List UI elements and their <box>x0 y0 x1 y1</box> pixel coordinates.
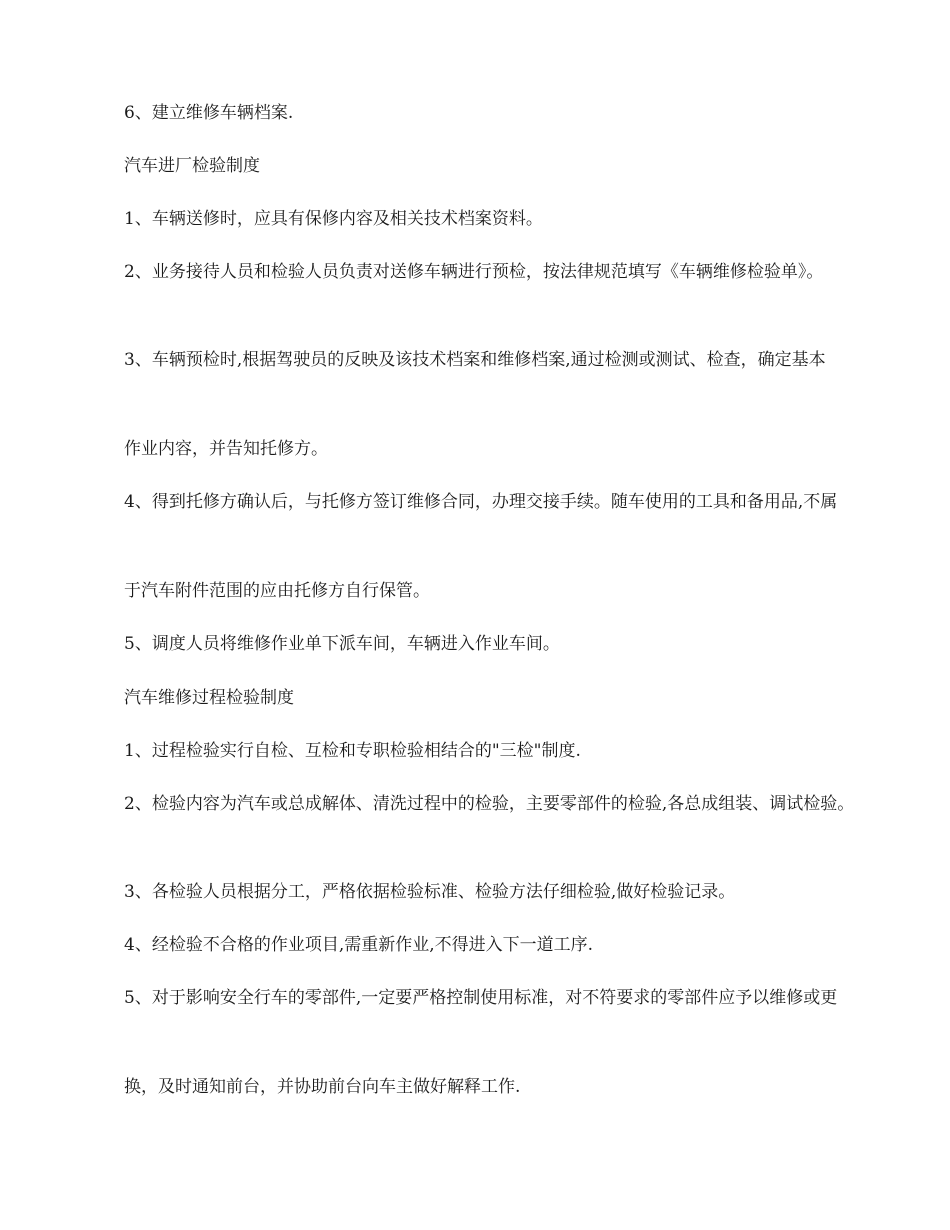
paragraph-process-1: 1、过程检验实行自检、互检和专职检验相结合的"三检"制度. <box>124 741 581 761</box>
paragraph-create-vehicle-archive: 6、建立维修车辆档案. <box>124 103 294 123</box>
section-heading-entry-inspection: 汽车进厂检验制度 <box>124 156 260 176</box>
paragraph-entry-4: 4、得到托修方确认后，与托修方签订维修合同，办理交接手续。随车使用的工具和备用品,不属 <box>124 492 838 512</box>
paragraph-entry-3-cont: 作业内容，并告知托修方。 <box>124 439 328 459</box>
paragraph-entry-3: 3、车辆预检时,根据驾驶员的反映及该技术档案和维修档案,通过检测或测试、检查，确定基本 <box>124 350 826 370</box>
paragraph-process-4: 4、经检验不合格的作业项目,需重新作业,不得进入下一道工序. <box>124 935 594 955</box>
paragraph-process-5: 5、对于影响安全行车的零部件,一定要严格控制使用标准，对不符要求的零部件应予以维修或更 <box>124 988 838 1008</box>
paragraph-entry-2: 2、业务接待人员和检验人员负责对送修车辆进行预检，按法律规范填写《车辆维修检验单》。 <box>124 262 824 282</box>
paragraph-entry-1: 1、车辆送修时，应具有保修内容及相关技术档案资料。 <box>124 209 543 229</box>
paragraph-process-3: 3、各检验人员根据分工，严格依据检验标准、检验方法仔细检验,做好检验记录。 <box>124 882 736 902</box>
paragraph-entry-4-cont: 于汽车附件范围的应由托修方自行保管。 <box>124 581 430 601</box>
paragraph-process-2: 2、检验内容为汽车或总成解体、清洗过程中的检验，主要零部件的检验,各总成组装、调试检验。 <box>124 794 855 814</box>
paragraph-entry-5: 5、调度人员将维修作业单下派车间，车辆进入作业车间。 <box>124 634 560 654</box>
section-heading-process-inspection: 汽车维修过程检验制度 <box>124 688 294 708</box>
paragraph-process-5-cont: 换，及时通知前台，并协助前台向车主做好解释工作. <box>124 1077 521 1097</box>
